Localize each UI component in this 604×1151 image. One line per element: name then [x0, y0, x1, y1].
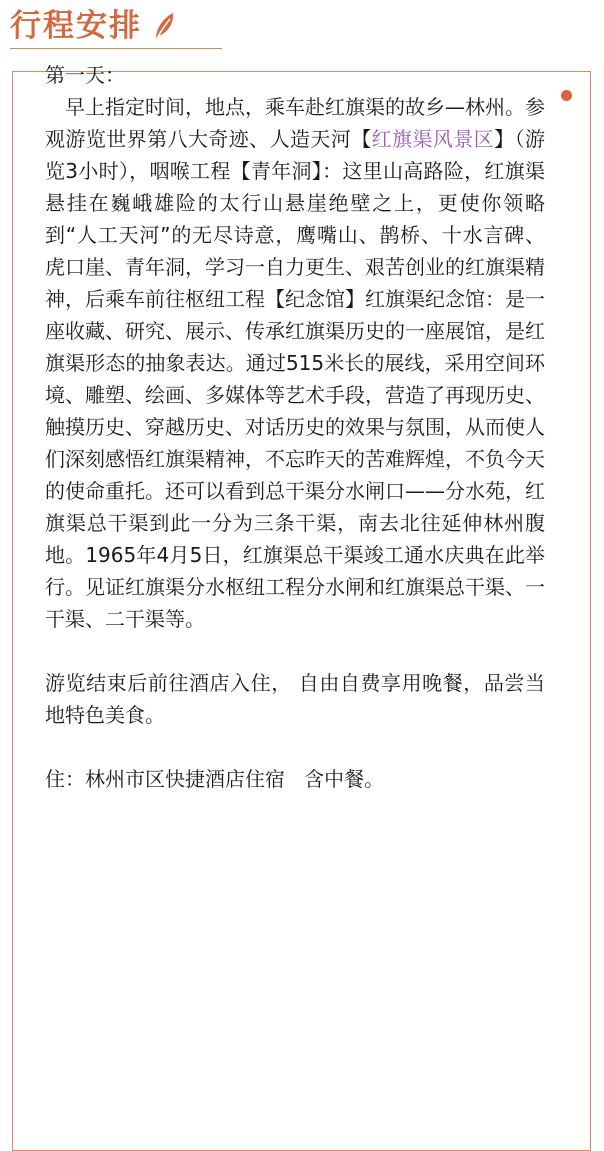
day-label: 第一天：: [45, 63, 125, 87]
section-title: 行程安排: [10, 7, 142, 44]
evening-note: 游览结束后前往酒店入住， 自由自费享用晚餐，品尝当地特色美食。: [45, 671, 545, 727]
day-description: [45, 91, 545, 635]
bracket-close: 】: [494, 127, 515, 151]
itinerary-content: [45, 59, 545, 795]
spacer: [45, 731, 545, 763]
intro-text: 早上指定时间，地点，乘车赴红旗渠的故乡—林州。参观游览世界第八大奇迹、人造天河: [45, 95, 545, 151]
accommodation-note: 住：林州市区快捷酒店住宿 含中餐。: [45, 767, 385, 791]
leaf-icon: [152, 11, 176, 41]
decor-dot: [561, 90, 572, 101]
section-header: [10, 0, 176, 52]
scenic-area-link[interactable]: 红旗渠风景区: [371, 127, 495, 151]
spacer: [45, 635, 545, 667]
title-underline: [10, 48, 222, 49]
bracket-open: 【: [351, 127, 372, 151]
description-rest: （游览3小时），咽喉工程【青年洞】：这里山高路险，红旗渠悬挂在巍峨雄险的太行山悬崖绝壁之上，更使你领略到“人工天河”的无尽诗意，鹰嘴山、鹊桥、十水言碑、虎口崖、青年洞，学习一自力更生、艰苦创业的红旗渠精神，后乘车前往枢纽工程【纪念馆】红旗渠纪念馆：是一座收藏、研究、展示、传承红旗渠历史的一座展馆，是红旗渠形态的抽象表达。通过515米长的展线，采用空间环境、雕塑、绘画、多媒体等艺术手段，营造了再现历史、触摸历史、穿越历史、对话历史的效果与氛围，从而使人们深刻感悟红旗渠精神，不忘昨天的苦难辉煌，不负今天的使命重托。还可以看到总干渠分水闸口——分水苑，红旗渠总干渠到此一分为三条干渠，南去北往延伸林州腹地。1965年4月5日，红旗渠总干渠竣工通水庆典在此举行。见证红旗渠分水枢纽工程分水闸和红旗渠总干渠、一干渠、二干渠等。: [45, 127, 546, 631]
